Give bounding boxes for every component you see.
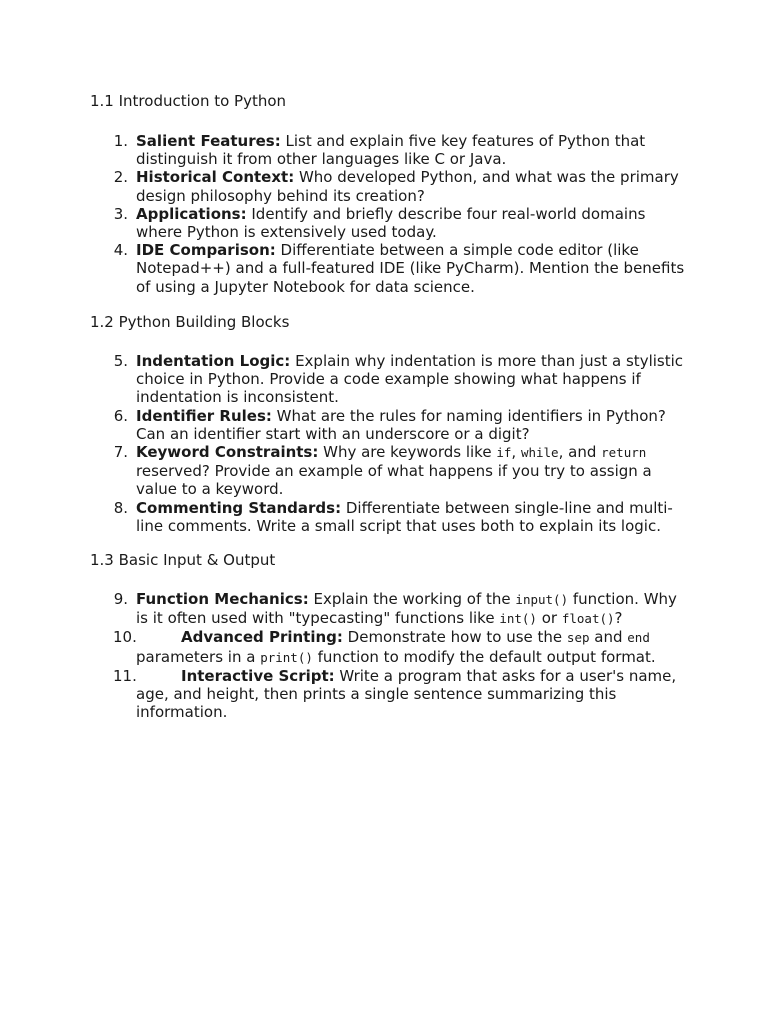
item-text: function to modify the default output format. [312, 647, 656, 666]
item-term: Applications: [136, 204, 247, 223]
item-number: 10. [113, 628, 137, 647]
item-text: ? [614, 609, 623, 628]
item-text: , and [558, 443, 602, 462]
item-number: 11. [113, 666, 137, 685]
section-heading-building-blocks: 1.2 Python Building Blocks [90, 313, 290, 331]
inline-code: end [627, 630, 650, 646]
item-number: 9. [113, 590, 128, 608]
list-item [90, 168, 690, 204]
list-item [90, 205, 690, 241]
list-item [90, 499, 690, 535]
inline-code: input() [515, 592, 569, 607]
list-item [90, 352, 690, 407]
question-list-intro [90, 132, 690, 296]
item-text: What are the rules for naming identifiers in Python? Can an identifier start with an underscore or a digit? [136, 406, 666, 443]
item-text: parameters in a [136, 647, 261, 666]
item-text: Demonstrate how to use the [342, 628, 567, 647]
item-number: 6. [113, 406, 128, 425]
list-item [90, 443, 690, 499]
item-text: Differentiate between a simple code editor (like Notepad++) and a full-featured IDE (like PyCharm). Mention the benefits of using a Jupyter Notebook for data science. [136, 241, 685, 296]
inline-code: print() [260, 649, 313, 665]
item-text: List and explain five key features of Python that distinguish it from other languages like C or Java. [136, 132, 646, 169]
item-term: Commenting Standards: [136, 498, 342, 517]
item-number: 2. [113, 168, 128, 187]
item-text: and [589, 628, 628, 647]
list-item [90, 590, 690, 628]
item-number: 3. [113, 204, 128, 223]
section-heading-input-output: 1.3 Basic Input & Output [90, 551, 276, 569]
inline-code: int() [499, 611, 537, 627]
inline-code: sep [566, 630, 590, 646]
list-item [90, 132, 690, 168]
item-text: Explain why indentation is more than just a stylistic choice in Python. Provide a code example showing what happens if indentation is inconsistent. [136, 352, 684, 407]
question-list-input-output [90, 590, 690, 721]
item-number: 8. [113, 498, 128, 517]
item-text: Why are keywords like [318, 443, 497, 462]
section-heading-intro: 1.1 Introduction to Python [90, 92, 287, 110]
item-number: 5. [113, 352, 128, 370]
item-text: , [511, 443, 521, 462]
inline-code: if [496, 445, 512, 461]
item-term: IDE Comparison: [136, 241, 276, 260]
inline-code: float() [561, 611, 615, 627]
inline-code: while [520, 445, 559, 461]
item-number: 4. [113, 241, 128, 260]
item-text: or [536, 609, 562, 628]
item-number: 1. [113, 132, 128, 150]
item-text: Identify and briefly describe four real-world domains where Python is extensively used today. [136, 204, 646, 242]
item-term: Historical Context: [136, 168, 295, 187]
inline-code: return [601, 445, 647, 461]
item-text: reserved? Provide an example of what happens if you try to assign a value to a keyword. [136, 462, 652, 499]
item-term: Indentation Logic: [136, 352, 291, 370]
item-term: Identifier Rules: [136, 406, 272, 425]
item-text: Who developed Python, and what was the primary design philosophy behind its creation? [136, 168, 679, 205]
list-item [90, 407, 690, 443]
item-term: Salient Features: [136, 132, 281, 150]
item-text: Write a program that asks for a user's name, age, and height, then prints a single sentence summarizing this information. [136, 666, 677, 722]
item-term: Advanced Printing: [181, 628, 343, 647]
item-number: 7. [113, 443, 128, 462]
item-text: Explain the working of the [308, 590, 516, 608]
item-term: Keyword Constraints: [136, 443, 319, 462]
item-text: function. Why is it often used with "typecasting" functions like [136, 590, 677, 628]
list-item [90, 241, 690, 296]
question-list-building-blocks [90, 352, 690, 535]
item-text: Differentiate between single-line and multi-line comments. Write a small script that uses both to explain its logic. [136, 498, 673, 535]
item-term: Function Mechanics: [136, 590, 309, 608]
list-item [90, 628, 690, 666]
item-term: Interactive Script: [181, 666, 335, 685]
list-item [90, 667, 690, 722]
